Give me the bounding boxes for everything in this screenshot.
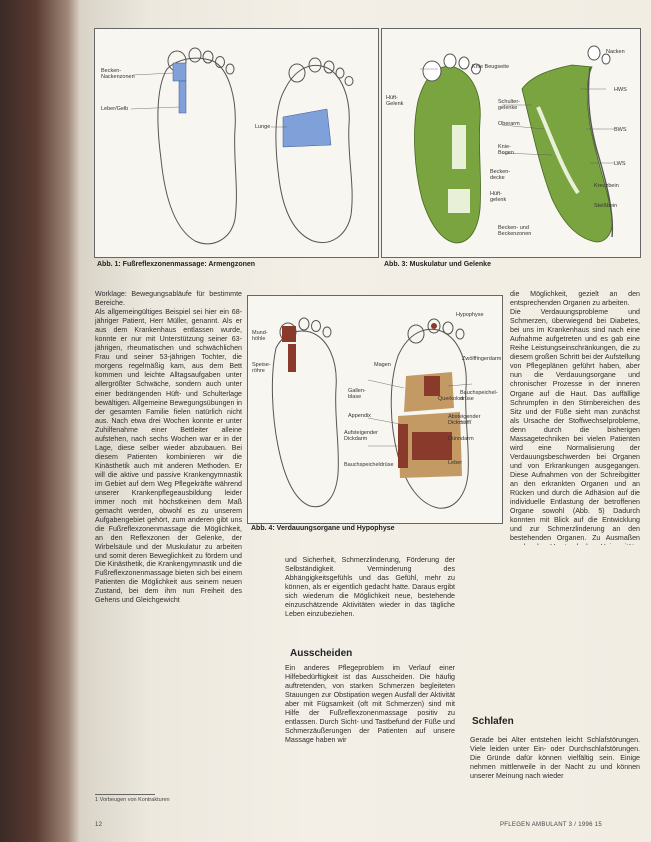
page-number: 12 xyxy=(95,822,103,828)
figure-1 xyxy=(94,28,379,258)
figure-3 xyxy=(247,295,503,524)
right-column-text xyxy=(510,290,640,545)
fig3-label-2: Mund- höhle xyxy=(252,330,268,342)
figure-2-caption: Abb. 3: Muskulatur und Gelenke xyxy=(384,261,491,268)
fig3-label-10: Querkolon xyxy=(438,396,464,402)
footnote-rule xyxy=(95,794,155,795)
right-column-text-wide xyxy=(470,547,640,707)
fig1-label-1: Becken- Nackenzonen xyxy=(101,68,135,80)
fig2-label-11: BWS xyxy=(614,127,627,133)
fig3-label-3: Speise- röhre xyxy=(252,362,271,374)
fig3-label-12: Dünndarm xyxy=(448,436,474,442)
left-paragraph-2: Als allgemeingültiges Beispiel sei hier ein 68-jähriger Patient, Herr Müller, genannt. Als er aus dem Krankenhaus entlassen wurde, konnte er nur mit Unterstützung seiner 63-jährigen, rheumatischen und schwächlichen Frau und seiner 53-jährigen Tochter, die morgens regelmäßig kam, aus dem Bett kommen und leichte Alltagsaufgaben unter allergrößter Schwäche, sondern auch unter einer bedrängenden Hüft- und Schulterlage bewältigen. Allgemeine Bewegungsübungen in der gesamten Familie fielen natürlich nicht aus. Nach etwa drei Wochen konnte er unter Zuhilfenahme einer Bettleiter alleine aufstehen, nach sechs Wochen war er in der Lage, diese selber wieder abzubauen. Bei diesem Patienten kombinieren wir die Kinästhetik auch mit anderen Methoden. Er will die aktive und passive Krankengymnastik im Gebiet auf dem Weg Pflegekräfte während unserer Krankenpflegeausbildung leider immer noch mit höchstkeinen dem Maß gemacht werden, obwohl es zu unserem Aufgabengebiet gehört, zum anderen gibt uns die Fußreflexzonenmassage die Möglichkeit, an den Reflexzonen der Gelenke, der Wirbelsäule und der Muskulatur zu arbeiten und somit deren Beweglichkeit zu fördern und xyxy=(95,308,242,560)
fig3-label-8: Bauchspeicheldrüse xyxy=(344,462,394,468)
left-paragraph-3: Die Kinästhetik, die Krankengymnastik und die Fußreflexzonenmassage bieten sich bei einem Patienten die Möglichkeit aus seinem neuen Zustand, bei dem ihm nun Freiheit des Gehens und Gleichgewicht xyxy=(95,560,242,605)
fig3-label-4: Magen xyxy=(374,362,391,368)
middle-paragraph-1: und Sicherheit, Schmerzlinderung, Förderung der Selbständigkeit. Verminderung des Abhängigkeitsgefühls und das Gefühl, mehr zu können, als er eigentlich gedacht hatte. Daraus ergibt sich wiederum die Möglichkeit neue, bestehende einzuschätzende Aktivitäten wieder in das tägliche Leben einzubeziehen. xyxy=(285,556,455,619)
left-paragraph-1: Worklage: Bewegungsabläufe für bestimmte Bereiche. xyxy=(95,290,242,308)
fig2-label-6: Becken- decke xyxy=(490,169,511,181)
left-column-top xyxy=(95,290,242,560)
figure-2-illustration xyxy=(382,29,640,257)
fig3-label-5: Gallen- blase xyxy=(348,388,366,400)
fig1-label-3: Lunge xyxy=(255,124,271,130)
section-heading-ausscheiden: Ausscheiden xyxy=(290,648,353,659)
fig3-label-9: Zwölffingerdarm xyxy=(462,356,502,362)
figure-1-illustration xyxy=(95,29,378,257)
middle-column-text xyxy=(285,556,455,646)
fig3-label-6: Appendix xyxy=(348,413,371,419)
fig2-label-9: Nacken xyxy=(606,49,625,55)
fig3-label-14: Bauchspeichel- drüse xyxy=(460,390,498,402)
fig3-label-13: Leber xyxy=(448,460,463,466)
figure-3-caption: Abb. 4: Verdauungsorgane und Hypophyse xyxy=(251,525,395,532)
journal-footer: PFLEGEN AMBULANT 3 / 1996 15 xyxy=(500,822,603,828)
right-paragraph-4: Gerade bei Alter entstehen leicht Schlafstörungen. Viele leiden unter Ein- oder Durchschlafstörungen. Die Gründe dafür können vielfältig sein. Einige nehmen mittlerweile in der Nacht zu und können unserer Meinung nach wieder xyxy=(470,736,640,781)
fig2-label-4: Oberarm xyxy=(498,121,520,127)
fig3-label-1: Hypophyse xyxy=(456,312,484,318)
footnote: 1 Vorbeugen von Kontrakturen xyxy=(95,797,170,803)
fig3-label-11: Absteigender Dickdarm xyxy=(448,414,481,426)
figure-2 xyxy=(381,28,641,258)
book-spine-shadow xyxy=(0,0,80,842)
middle-paragraph-2: Ein anderes Pflegeproblem im Verlauf einer Hilfebedürftigkeit ist das Ausscheiden. Die häufig auftretenden, von starken Schmerzen begleiteten Stauungen zur Obstipation wegen Ausfall der Aktivität aber mit Fügsamkeit (oft mit Schmerzen) sind mit Hilfe der Fußreflexzonenmassage positiv zu entlassen. Durch Sicht- und Tastbefund der Füße und Schmerzäußerungen der Patienten auf unsere Massage haben wir xyxy=(285,664,455,745)
figure-1-caption: Abb. 1: Fußreflexzonenmassage: Armengzonen xyxy=(97,261,256,268)
fig2-label-3: Schulter- gelenke xyxy=(498,99,521,111)
right-paragraph-1: die Möglichkeit, gezielt an den entsprechenden Organen zu arbeiten. xyxy=(510,290,640,308)
fig1-label-2: Leber/Gelb xyxy=(101,106,129,112)
fig2-label-10: HWS xyxy=(614,87,627,93)
fig2-label-8: Becken- und Beckenzonen xyxy=(498,225,532,237)
fig2-label-13: Kreuzbein xyxy=(594,183,619,189)
fig2-label-1: Knie Beugseite xyxy=(472,64,509,70)
figure-3-illustration xyxy=(248,296,502,523)
section-heading-schlafen: Schlafen xyxy=(472,716,514,727)
fig2-label-2: Hüft- Gelenk xyxy=(386,95,404,107)
fig2-label-5: Knie- Bogen xyxy=(498,144,514,156)
right-paragraph-2: Die Verdauungsprobleme und Schmerzen, überwiegend bei Diabetes, bei uns im Krankenhaus sind nach eine Aufnahme aufgetreten und es gab eine Reihe Leistungseinschränkungen, die zu diesem großen Schritt bei der Aufstellung von Pflegeplänen geführt haben, aber nun die Verdauungsorgane und chronischer Prozesse in der inneren Organe auf die Haut. Das auffällige Schrumpfen in den Stirnbereichen des Sitz und der Füße sieht man zunächst als Ursache der Stoffwechselprobleme, denn durch die bisherigen Massagetechniken bei vielen Patienten wird eine Normalisierung der Verdauungsbeschwerden bei Organen und von Erkrankungen ausgegangen. Diese Aufnahmen von der Schreibgitter an den erkrankten Organen und an Rücken und durch die Adhäsion auf die individuelle Entlastung der betroffenen Organe sowohl (Abb. 5) Dadurch konnten mit Blick auf die Entwicklung und zur Schmerzlinderung an den bestehenden Organen. Zu Ausmaßen xyxy=(510,308,640,543)
fig2-label-12: LWS xyxy=(614,161,626,167)
fig2-label-14: Steißbein xyxy=(594,203,618,209)
fig3-label-7: Aufsteigender Dickdarm xyxy=(344,430,378,442)
fig2-label-7: Hüft- gelenk xyxy=(490,191,507,203)
right-column-text-2 xyxy=(470,736,640,816)
middle-column-text-2 xyxy=(285,664,455,814)
left-column-bottom xyxy=(95,560,242,788)
